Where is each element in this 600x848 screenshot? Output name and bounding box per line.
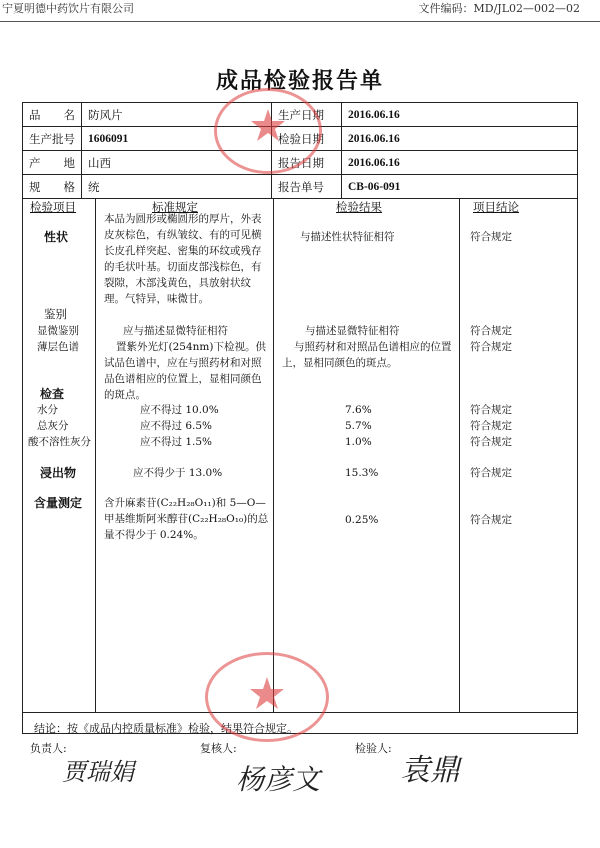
inspector-label: 检验人: [355,742,392,755]
origin-label: 产 地 [23,151,82,175]
item-acid-insoluble-ash: 酸不溶性灰分 [28,436,91,448]
conclusion-appearance: 符合规定 [470,231,512,243]
standard-acid-insoluble-ash: 应不得过 1.5% [140,436,213,448]
item-total-ash: 总灰分 [37,420,69,432]
result-extractives: 15.3% [345,467,379,479]
item-identification: 鉴别 [44,307,67,321]
conclusion-assay: 符合规定 [470,514,512,526]
conclusion-extractives: 符合规定 [470,467,512,479]
item-appearance: 性状 [44,230,69,244]
standard-total-ash: 应不得过 6.5% [140,420,213,432]
item-tlc: 薄层色谱 [37,341,79,353]
column-divider [459,198,460,712]
standard-extractives: 应不得少于 13.0% [133,467,223,479]
conclusion-acid-insoluble-ash: 符合规定 [470,436,512,448]
inspector-signature: 袁鼎 [400,753,460,788]
report-date-label: 报告日期 [272,151,342,175]
standard-moisture: 应不得过 10.0% [140,404,219,416]
result-appearance: 与描述性状特征相符 [300,231,395,243]
report-title: 成品检验报告单 [215,69,384,94]
qc-stamp [205,652,329,742]
result-microscopic: 与描述显微特征相符 [305,325,400,337]
conclusion-tlc: 符合规定 [470,341,512,353]
report-number-value: CB-06-091 [342,175,578,199]
standard-assay: 含升麻素苷(C₂₂H₂₈O₁₁)和 5—O—甲基维斯阿米醇苷(C₂₂H₂₈O₁₀)的总量不得少于 0.24%。 [104,497,269,541]
responsible-label: 负责人: [30,742,67,755]
column-header-item: 检验项目 [30,200,76,214]
inspection-date-label: 检验日期 [272,127,342,151]
result-assay: 0.25% [345,514,379,526]
result-acid-insoluble-ash: 1.0% [345,436,372,448]
production-date-label: 生产日期 [272,103,342,127]
spec-value: 统 [82,175,272,199]
inspection-date-value: 2016.06.16 [342,127,578,151]
item-moisture: 水分 [37,404,58,416]
info-row [23,175,578,199]
production-date-value: 2016.06.16 [342,103,578,127]
result-tlc: 与照药材和对照品色谱相应的位置上，显相同颜色的斑点。 [282,341,452,369]
page-header [0,0,600,22]
responsible-signature: 贾瑞娟 [62,758,134,786]
column-header-conclusion: 项目结论 [473,200,519,214]
item-assay: 含量测定 [34,496,83,510]
standard-appearance: 本品为圆形或椭圆形的厚片，外表皮灰棕色，有纵皱纹、有的可见横长皮孔样突起、密集的环纹或残存的毛状叶基。切面皮部浅棕色，有裂隙，木部浅黄色，具放射状纹理。气特异，味微甘。 [104,213,262,305]
report-number-label: 报告单号 [272,175,342,199]
column-header-result: 检验结果 [336,200,382,214]
reviewer-signature: 杨彦文 [236,763,321,796]
qc-stamp-graphic [208,655,326,739]
product-name-label: 品 名 [23,103,82,127]
column-divider [273,198,274,712]
document-number: 文件编码：MD/JL02—002—02 [418,2,580,15]
report-conclusion: 结论：按《成品内控质量标准》检验，结果符合规定。 [34,722,298,735]
quality-stamp-graphic [217,91,319,171]
column-divider [95,198,96,712]
column-header-standard: 标准规定 [152,200,198,214]
conclusion-total-ash: 符合规定 [470,420,512,432]
conclusion-moisture: 符合规定 [470,404,512,416]
result-total-ash: 5.7% [345,420,372,432]
standard-tlc: 置紫外光灯(254nm)下检视。供试品色谱中，应在与照药材和对照品色谱相应的位置上，显相同颜色的斑点。 [104,341,266,401]
standard-microscopic: 应与描述显微特征相符 [123,325,228,337]
batch-label: 生产批号 [23,127,82,151]
item-extractives: 浸出物 [40,466,77,480]
item-inspection: 检查 [40,387,65,401]
report-date-value: 2016.06.16 [342,151,578,175]
item-microscopic: 显微鉴别 [37,325,79,337]
reviewer-label: 复核人: [200,742,237,755]
spec-label: 规 格 [23,175,82,199]
quality-stamp [214,88,322,174]
conclusion-microscopic: 符合规定 [470,325,512,337]
company-name: 宁夏明德中药饮片有限公司 [2,2,134,15]
product-name-value: 防风片 [82,103,272,127]
batch-value: 1606091 [82,127,272,151]
result-moisture: 7.6% [345,404,372,416]
origin-value: 山西 [82,151,272,175]
